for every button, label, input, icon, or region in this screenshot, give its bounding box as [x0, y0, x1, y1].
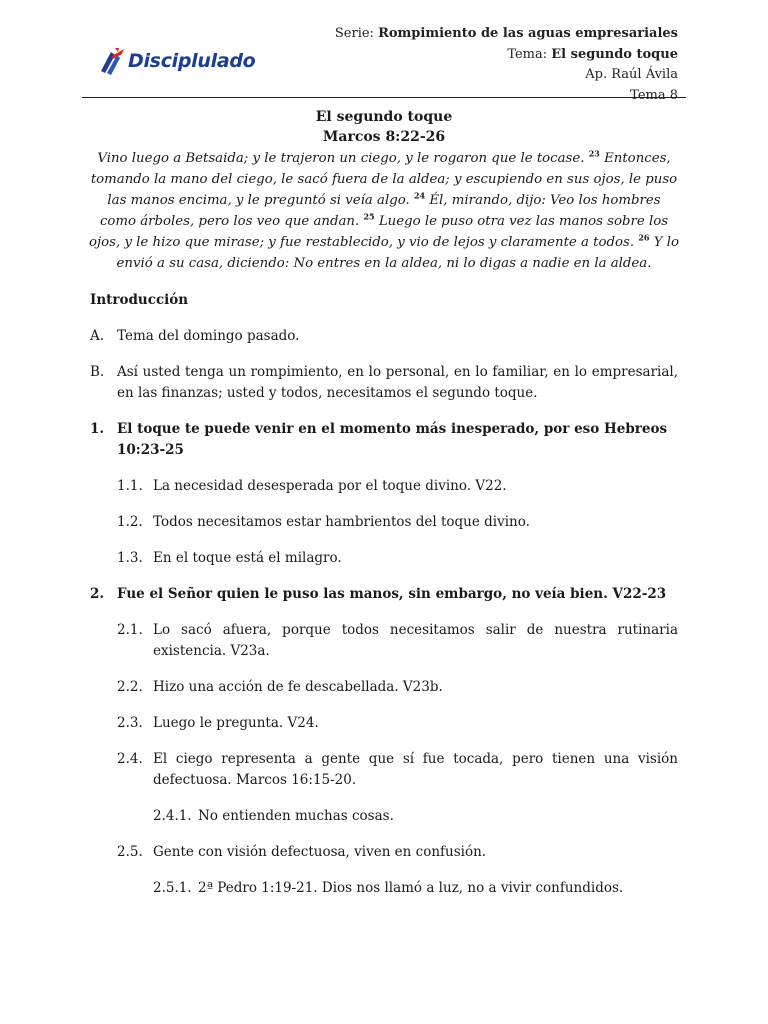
item-number: 2.4.1.	[153, 808, 192, 824]
outline-point-2-5	[117, 842, 678, 863]
item-number: B.	[90, 364, 105, 380]
item-number: 1.3.	[117, 550, 143, 566]
outline-point-1-1	[117, 476, 678, 497]
outline-point-1-3	[117, 548, 678, 569]
logo-mark-icon	[98, 46, 126, 76]
item-number: 1.	[90, 421, 105, 437]
scripture-passage: Vino luego a Betsaida; y le trajeron un ciego, y le rogaron que le tocase. $^{23}$ Entonces, tomando la mano del ciego, le sacó fuera de la aldea; y escupiendo en sus ojos, le puso las manos encima, y le preguntó si veía algo. $^{24}$ Él, mirando, dijo: Veo los hombres como árboles, pero los veo que andan. $^{25}$ Luego le puso otra vez las manos sobre los ojos, y le hizo que mirase; y fue restablecido, y vio de lejos y claramente a todos. $^{26}$ Y lo envió a su casa, diciendo: No entres en la aldea, ni lo digas a nadie en la aldea.	[89, 148, 679, 271]
verse-number: 26	[638, 232, 650, 243]
series-name: Rompimiento de las aguas empresariales	[378, 26, 678, 41]
item-text: El ciego representa a gente que sí fue tocada, pero tienen una visión defectuosa. Marcos 16:15-20.	[153, 751, 678, 788]
item-number: 2.	[90, 586, 105, 602]
outline-point-1	[90, 419, 678, 461]
item-text: En el toque está el milagro.	[153, 550, 342, 566]
topic-name: El segundo toque	[551, 46, 678, 62]
item-text: Luego le pregunta. V24.	[153, 715, 319, 731]
item-number: A.	[90, 328, 105, 344]
outline-item-b	[90, 362, 678, 404]
item-text: Hizo una acción de fe descabellada. V23b.	[153, 679, 443, 695]
outline-point-1-2	[117, 512, 678, 533]
topic-line: Tema: El segundo toque	[507, 46, 678, 62]
item-number: 2.2.	[117, 679, 143, 695]
outline-item-a	[90, 326, 678, 347]
author: Ap. Raúl Ávila	[585, 67, 678, 82]
item-text: El toque te puede venir en el momento más inesperado, por eso Hebreos 10:23-25	[117, 421, 668, 458]
header-divider	[82, 97, 686, 98]
verse-number: 23	[588, 148, 600, 159]
outline-point-2-4	[117, 749, 678, 791]
title-block	[88, 107, 680, 274]
logo-text: Disciplulado	[128, 50, 256, 72]
item-number: 2.5.	[117, 844, 143, 860]
item-text: 2ª Pedro 1:19-21. Dios nos llamó a luz, no a vivir confundidos.	[198, 880, 624, 896]
outline-point-2-2	[117, 677, 678, 698]
logo	[98, 44, 255, 78]
outline-point-2-1	[117, 620, 678, 662]
outline	[90, 290, 678, 914]
verse-number: 24	[413, 190, 426, 201]
series-line: Serie: Rompimiento de las aguas empresariales	[334, 26, 678, 41]
item-number: 2.3.	[117, 715, 143, 731]
sermon-title: El segundo toque	[315, 109, 453, 125]
item-number: 1.2.	[117, 514, 143, 530]
item-text: Todos necesitamos estar hambrientos del toque divino.	[153, 514, 530, 530]
item-number: 2.5.1.	[153, 880, 192, 896]
item-text: La necesidad desesperada por el toque divino. V22.	[153, 478, 507, 494]
outline-point-2-5-1	[153, 878, 678, 899]
series-info	[335, 24, 678, 106]
outline-point-2	[90, 584, 678, 605]
item-number: 2.1.	[117, 622, 143, 638]
intro-heading: Introducción	[90, 292, 189, 308]
item-text: Lo sacó afuera, porque todos necesitamos salir de nuestra rutinaria existencia. V23a.	[153, 622, 678, 659]
item-number: 2.4.	[117, 751, 143, 767]
item-text: No entienden muchas cosas.	[198, 808, 394, 824]
item-text: Gente con visión defectuosa, viven en confusión.	[153, 844, 487, 860]
item-text: Tema del domingo pasado.	[117, 328, 300, 344]
outline-point-2-3	[117, 713, 678, 734]
verse-number: 25	[363, 211, 375, 222]
item-text: Así usted tenga un rompimiento, en lo personal, en lo familiar, en lo empresarial, en las finanzas; usted y todos, necesitamos el segundo toque.	[117, 364, 678, 401]
topic-number: Tema 8	[630, 87, 678, 103]
item-text: Fue el Señor quien le puso las manos, sin embargo, no veía bien. V22-23	[117, 586, 667, 602]
item-number: 1.1.	[117, 478, 143, 494]
scripture-reference: Marcos 8:22-26	[322, 129, 446, 145]
outline-point-2-4-1	[153, 806, 678, 827]
